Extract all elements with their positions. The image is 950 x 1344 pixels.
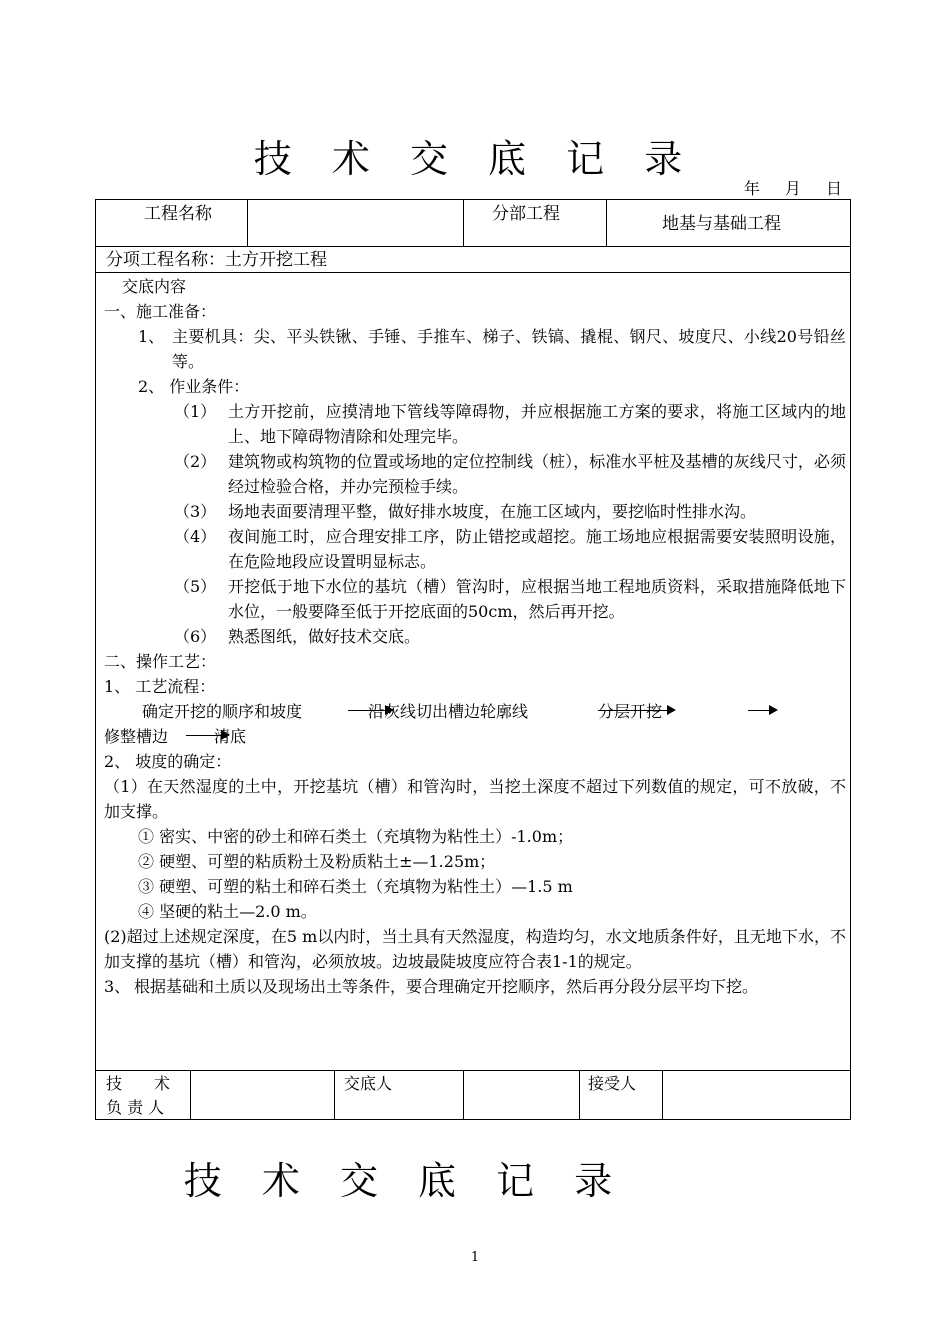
section-heading: 二、操作工艺：	[104, 652, 217, 671]
col-divider	[334, 1070, 335, 1120]
subsection-heading: 1、 工艺流程：	[104, 677, 216, 696]
second-page-title: 技 术 交 底 记 录	[183, 1159, 627, 1203]
list-item: ① 密实、中密的砂土和碎石类土（充填物为粘性土）-1.0m；	[138, 827, 574, 846]
paragraph: (2)超过上述规定深度，在5 m以内时，当土具有天然湿度，构造均匀，水文地质条件好，且无地下水，不加支撑的基坑（槽）和管沟，必须放坡。边坡最陡坡度应符合表1-1的规定。	[104, 927, 846, 971]
list-item: ② 硬塑、可塑的粘质粉土及粉质粘土±—1.25m；	[138, 852, 496, 871]
list-item: （5） 开挖低于地下水位的基坑（槽）管沟时，应根据当地工程地质资料，采取措施降低地下水位，一般要降至低于开挖底面的50cm，然后再开挖。	[174, 577, 846, 621]
flow-arrow	[748, 710, 776, 711]
list-item: （4） 夜间施工时，应合理安排工序，防止错挖或超挖。施工场地应根据需要安装照明设施，在危险地段应设置明显标志。	[174, 527, 846, 571]
col-divider	[463, 200, 464, 246]
item-project-name: 分项工程名称：土方开挖工程	[106, 250, 327, 270]
list-item: ④ 坚硬的粘土—2.0 m。	[138, 902, 317, 921]
subsection-heading: 2、 作业条件：	[138, 377, 250, 396]
tech-lead-label: 技 术 负 责 人	[106, 1074, 171, 1117]
disclosure-form	[95, 199, 851, 1120]
disclosure-content	[104, 274, 846, 999]
discloser-label: 交底人	[344, 1074, 393, 1093]
col-divider	[190, 1070, 191, 1120]
page-number: 1	[470, 1250, 480, 1265]
subsection-heading: 2、 坡度的确定：	[104, 752, 232, 771]
date-line: 年 月 日	[743, 179, 844, 198]
col-divider	[606, 200, 607, 246]
receiver-label: 接受人	[588, 1074, 637, 1093]
list-item: ③ 硬塑、可塑的粘土和碎石类土（充填物为粘性土）—1.5 m	[138, 877, 573, 896]
col-divider	[579, 1070, 580, 1120]
list-item: （6） 熟悉图纸，做好技术交底。	[174, 627, 421, 646]
list-item: 3、 根据基础和土质以及现场出土等条件，要合理确定开挖顺序，然后再分段分层平均下挖。	[104, 977, 759, 996]
row-divider	[96, 272, 850, 273]
row-divider	[96, 1070, 850, 1071]
flow-step: 沿灰线切出槽边轮廓线	[368, 702, 529, 721]
list-item: （2） 建筑物或构筑物的位置或场地的定位控制线（桩），标准水平桩及基槽的灰线尺寸，必须经过检验合格，并办完预检手续。	[174, 452, 846, 496]
sub-project-label: 分部工程	[492, 204, 560, 224]
page-title: 技 术 交 底 记 录	[253, 137, 697, 181]
list-item: （3） 场地表面要清理平整，做好排水坡度，在施工区域内，要挖临时性排水沟。	[174, 502, 757, 521]
paragraph: （1）在天然湿度的土中，开挖基坑（槽）和管沟时，当挖土深度不超过下列数值的规定，可不放破，不加支撑。	[104, 777, 846, 821]
list-item: （1） 土方开挖前，应摸清地下管线等障碍物，并应根据施工方案的要求，将施工区域内的地上、地下障碍物清除和处理完毕。	[174, 402, 846, 446]
flow-step: 确定开挖的顺序和坡度	[142, 702, 303, 721]
col-divider	[247, 200, 248, 246]
section-heading: 一、施工准备：	[104, 302, 217, 321]
project-name-label: 工程名称	[144, 204, 212, 224]
col-divider	[463, 1070, 464, 1120]
row-divider	[96, 246, 850, 247]
flow-step: 修整槽边	[104, 727, 169, 746]
flow-step: 分层开挖	[598, 702, 663, 721]
col-divider	[662, 1070, 663, 1120]
process-flow	[104, 699, 846, 749]
sub-project-value: 地基与基础工程	[662, 214, 781, 234]
flow-step: 清底	[214, 727, 247, 746]
content-heading: 交底内容	[122, 277, 187, 296]
list-item: 1、 主要机具：尖、平头铁锹、手锤、手推车、梯子、铁镐、撬棍、钢尺、坡度尺、小线20号铅丝等。	[138, 327, 846, 371]
